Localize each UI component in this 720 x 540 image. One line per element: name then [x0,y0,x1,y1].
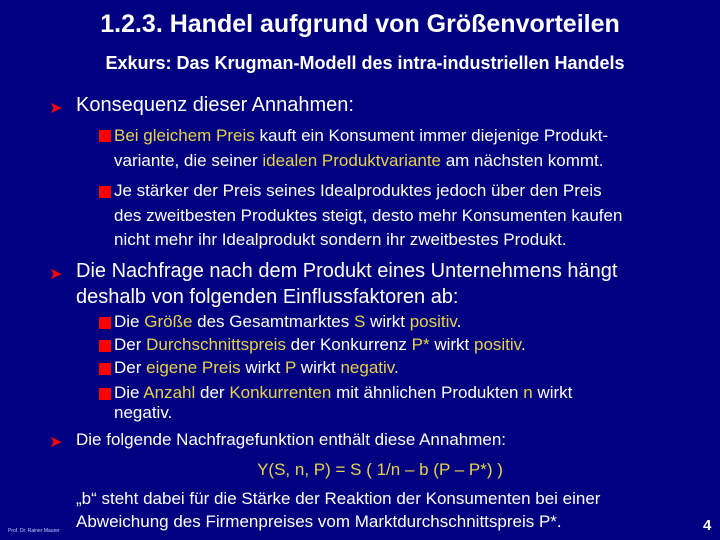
text-segment: . [394,358,399,377]
text-segment: wirkt [240,358,286,377]
square-bullet-icon [99,186,111,198]
sub-bullet-same-price [114,126,608,146]
text-segment: . [456,312,462,331]
text-segment: mit ähnlichen Produkten [331,383,524,402]
text-segment: des Gesamtmarktes [192,312,354,331]
highlight-same-price: Bei gleichem Preis [114,126,255,145]
square-bullet-icon [99,130,111,142]
text-segment: wirkt [365,312,410,331]
note-line2: Abweichung des Firmenpreises vom Marktdurchschnittspreis P*. [76,512,562,531]
highlight: positiv [409,312,457,331]
highlight: Anzahl [143,383,196,402]
text-segment: Die [114,312,145,331]
highlight: S [353,312,366,331]
highlight: eigene Preis [146,358,241,377]
demand-formula: Y(S, n, P) = S ( 1/n – b (P – P*) ) [257,460,503,479]
text-segment: . [520,335,526,354]
factor-number-competitors [114,383,572,403]
bullet-demand-line1: Die Nachfrage nach dem Produkt eines Unternehmens hängt [76,260,618,282]
sub-bullet-price-rise-line2: des zweitbesten Produktes steigt, desto mehr Konsumenten kaufen [114,206,623,225]
square-bullet-icon [99,340,111,352]
highlight: negativ [340,358,395,377]
factor-own-price [114,358,399,378]
slide-subtitle: Exkurs: Das Krugman-Modell des intra-industriellen Handels [105,53,625,73]
footer-author: Prof. Dr. Rainer Maurer [8,528,60,534]
highlight-ideal-variant: idealen Produktvariante [262,151,441,170]
text-segment: wirkt [429,335,474,354]
factor-market-size [114,312,461,332]
highlight: Größe [144,312,193,331]
text-segment: Die [114,383,144,402]
highlight: P* [411,335,430,354]
sub-bullet-same-price-line2 [114,151,604,171]
arrowhead-icon: ➤ [49,100,63,117]
note-line1: „b“ steht dabei für die Stärke der Reaktion der Konsumenten bei einer [76,489,601,508]
text-segment: am nächsten kommt. [441,151,604,170]
bullet-demand-function: Die folgende Nachfragefunktion enthält diese Annahmen: [76,430,507,449]
factor-average-price [114,335,526,355]
text-segment: variante, die seiner [114,151,263,170]
slide-title: 1.2.3. Handel aufgrund von Größenvorteilen [100,10,620,38]
arrowhead-icon: ➤ [49,434,63,451]
sub-bullet-price-rise-line1: Je stärker der Preis seines Idealproduktes jedoch über den Preis [114,181,602,200]
highlight: n [523,383,533,402]
square-bullet-icon [99,363,111,375]
text-segment: wirkt [532,383,573,402]
highlight: positiv [474,335,521,354]
highlight: P [285,358,297,377]
page-number: 4 [703,517,712,534]
factor-number-competitors-line2: negativ. [114,403,173,422]
bullet-consequence: Konsequenz dieser Annahmen: [76,94,354,116]
bullet-demand-line2: deshalb von folgenden Einflussfaktoren ab: [76,286,459,308]
arrowhead-icon: ➤ [49,266,63,283]
sub-bullet-price-rise-line3: nicht mehr ihr Idealprodukt sondern ihr zweitbestes Produkt. [114,230,567,249]
square-bullet-icon [99,317,111,329]
text-segment: kauft ein Konsument immer diejenige Produkt- [254,126,609,145]
text-segment: der Konkurrenz [285,335,412,354]
text-segment: der [195,383,230,402]
text-segment: Der [114,358,147,377]
text-segment: Der [114,335,147,354]
highlight: Konkurrenten [229,383,332,402]
square-bullet-icon [99,388,111,400]
text-segment: wirkt [296,358,341,377]
highlight: Durchschnittspreis [146,335,286,354]
